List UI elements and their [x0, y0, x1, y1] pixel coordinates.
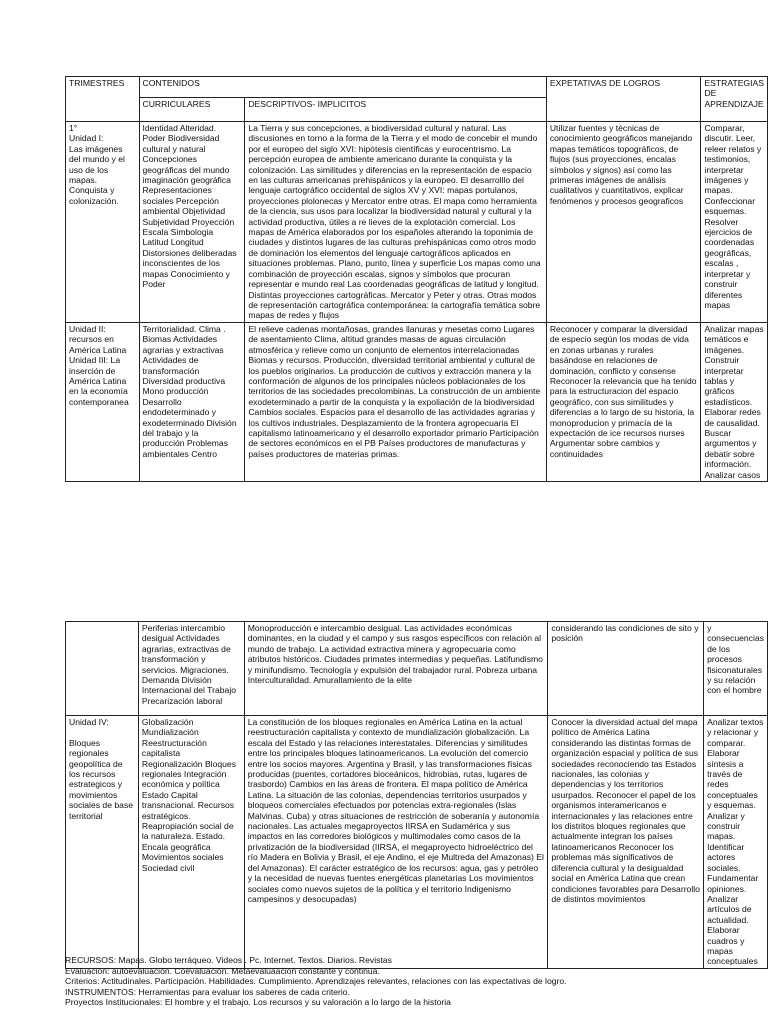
header-curriculares: CURRICULARES: [139, 98, 245, 122]
table-row: [66, 622, 768, 716]
cell-estrategias: Analizar mapas temáticos e imágenes. Construir interpretar tablas y gráficos estadísticos. Elaborar redes de causalidad. Buscar argumentos y debatir sobre información. Analizar casos: [701, 323, 768, 482]
footer-evaluacion: Evaluación: autoevaluación. Coevaluación. Metaevaluaacion constante y continua.: [65, 965, 380, 976]
header-trimestres: TRIMESTRES: [66, 77, 140, 122]
planning-table-2: [65, 621, 768, 969]
table-row: [66, 323, 768, 482]
cell-trimestre: Unidad II: recursos en América Latina Unidad III: La inserción de América Latina en la economía contemporanea: [66, 323, 140, 482]
cell-descriptivos: El relieve cadenas montañosas, grandes llanuras y mesetas como Lugares de asentamiento Clima, altitud grandes masas de aguas circulación atmosférica y relieve como un conjunto de elementos interrelacionadas Biomas y recursos. Producción, diversidad territorial ambiental y cultural de los pueblos originarios. La producción de cultivos y extracción manera y la conformación de algunos de los principales núcleos poblacionales de los territorios de las sociedades precolombinas. La construcción de un ambiente exodeterminado a partir de la conquista y la expoliación de la biodiversidad Cambios sociales. Espacios para el desarrollo de las actividades agrarias y los cultivos industriales. Desplazamiento de la frontera agropecuaria El capitalismo latinoamericano y el desarrollo exportador primario Participación de sectores económicos en el PB Países productores de manufacturas y países productores de materias primas.: [245, 323, 547, 482]
cell-estrategias: y consecuencias de los procesos fisiconaturales y su relación con el hombre: [704, 622, 768, 716]
cell-estrategias: Comparar, discutir. Leer, releer relatos y testimonios, interpretar imágenes y mapas. Confeccionar esquemas. Resolver ejercicios de coordenadas geográficas, escalas , interpretar y construir diferentes mapas: [701, 122, 768, 323]
header-descriptivos: DESCRIPTIVOS- IMPLICITOS: [245, 98, 547, 122]
cell-expectativas: Conocer la diversidad actual del mapa político de América Latina considerando las distintas formas de organización espacial y política de sus sociedades reconociendo tas Estados nacionales, las colonias y dependencias y los territorios usurpados. Reconocer el papel de los organismos interamericanos e internacionales y las relaciones entre los distritos bloques regionales que actualmente integran los países latinoamericanos Reconocer los problemas más significativos de diferencia cultural y la desigualdad social en América Latina que crean condiciones favorables para Desarrollo de distintos movimientos: [548, 716, 704, 969]
cell-descriptivos: La Tierra y sus concepciones, a biodiversidad cultural y natural. Las discusiones en torno a la forma de la Tierra y el modo de concebir el mundo por el europeo del siglo XVI: hipótesis científicas y eurocentrismo. La percepción europea de ambiente americano durante la conquista y la colonización. Las similitudes y diferencias en la representación de espacio en las culturas americanas prehispánicos y la europeo. El desarrolllo del lenguaje cartográfico occidental de siglos XV y XVI: mapas portulanos, proyecciones plolonecas y Mercator entre otras. El mapa como herramienta de la ciencia, sus usos para localizar la biodiversidad natural y cultural y la actividad productiva, útiles a re lieves de la explotación comercial. Los mapas de América elaborados por los españoles alterando la toponimia de ciudades y distintos lugares de las culturas prehispánicas como otros modo de dominación los elementos del lenguaje cartográficos aplicados en situaciones problemas. Plano, punto, línea y superficie Los mapas como una combinación de proyección escalas, signos y símbolos que procuran representar e mundo real Las coordenadas geográficas de latitud y longitud. Distintas proyecciones cartográficas. Mercator y Peter y otras. Otras modos de representación cartográfica contemporánea: la cartografía temática sobre mapas de redes y flujos: [245, 122, 547, 323]
cell-trimestre: [66, 622, 139, 716]
header-row-1: [66, 77, 768, 98]
cell-estrategias: Analizar textos y relacionar y comparar. Elaborar síntesis a través de redes conceptuales y esquemas. Analizar y construir mapas. Identificar actores sociales. Fundamentar opiniones. Analizar artículos de actualidad. Elaborar cuadros y mapas conceptuales: [704, 716, 768, 969]
table-row: [66, 122, 768, 323]
cell-curriculares: Territorialidad. Clima . Biomas Actividades agrarias y extractivas Actividades de transformación Diversidad productiva Mono producción Desarrollo endodeterminado y exodeterminado División del trabajo y la producción Problemas ambientales Centro: [139, 323, 245, 482]
cell-expectativas: Utilizar fuentes y técnicas de conocimiento geográficos manejando mapas temáticos topográficos, de flujos (sus proyecciones, encalas símbolos y signos) así como las primeras imágenes de análisis cualitativos y cuantitativos, explicar fenómenos y procesos geograficos: [546, 122, 701, 323]
header-contenidos: CONTENIDOS: [139, 77, 546, 98]
footer-recursos: RECURSOS: Mapas. Globo terráqueo. Videos . Pc. Internet. Textos. Diarios. Revistas: [65, 955, 392, 965]
cell-expectativas: Reconocer y comparar la diversidad de especio según los modas de vida en zonas urbanas y rurales basándose en relaciones de dominación, conflicto y consense Reconocer la relevancia que ha tenido para la estructuracion del espacio geográfico, con sus similitudes y diferencias a lo largo de su historia, la monoproducion y primacía de la expectación de ice recursos nurses Argumentar sobre cambios y continuidades: [546, 323, 701, 482]
cell-trimestre: 1° Unidad I: Las imágenes del mundo y el uso de los mapas. Conquista y colonización.: [66, 122, 140, 323]
table-row: [66, 716, 768, 969]
footer-criterios: Criterios: Actitudinales. Participación. Habilidades. Cumplimiento. Aprendizajes relevantes, relaciones con las expectativas de logro.: [65, 976, 567, 987]
cell-descriptivos: La constitución de los bloques regionales en América Latina en la actual reestructuración capitalista y contexto de mundialización globalización. La escala del Estado y las relaciones interestatales. Diferencias y similitudes entre los principales bloques latinoamericanos. La evolución del comercio entre los socios mayores. Argentina y Brasil, y las transformaciones físicas producidas (puentes, cortadores bioceánicos, hidrobias, rutas, lugares de trasbordo) Cambios en las áreas de frontera. El mapa político de América Latina. La situación de las colonias, dependencias territorios usurpados y bloqueos comerciales efectuados por potencias extra-regionales (Islas Malvinas. Cuba) y otras situaciones de restricción de soberanía y autonomía nacionales. Las actuales megaproyectos IIRSA en Sudamérica y sus impactos en las corredores biológicos y multimodales como casos de la privatización de la biodiversidad (IIRSA, el megaproyecto hidroeléctrico del río Madera en Bolivia y Brasil, el eje Andino, el eje Multreda del Amazonas) El del Amazonas). El carácter estratégico de los recursos: agua, gas y petróleo y la necesidad de nuevas fuentes energéticas planetarias Los movimientos sociales como nuevos sujetos de la política y el territorio Indigenismo campesinos y desocupadas): [244, 716, 548, 969]
cell-curriculares: Periferias intercambio desigual Actividades agrarias, extractivas de transformación y servicios. Migraciones. Demanda División Internacional del Trabajo Precarización laboral: [138, 622, 244, 716]
footer-notes: [65, 955, 567, 1008]
cell-curriculares: Globalización Mundialización Reestructuración capitalista Regionalización Bloques regionales Integración económica y política Estado Capital transnacional. Recursos estratégicos. Reapropiación social de la naturaleza. Estado. Encala geográfica Movimientos sociales Sociedad civil: [138, 716, 244, 969]
footer-proyectos: Proyectos Institucionales: El hombre y el trabajo. Los recursos y su valoración a lo largo de la historia: [65, 997, 451, 1008]
cell-curriculares: Identidad Alteridad. Poder Biodiversidad cultural y natural Concepciones geográficas del mundo imaginación geográfica Representaciones sociales Percepción ambiental Objetividad Subjetividad Proyección Escala Simbologia Latitud Longitud Distorsiones deliberadas inconscientes de los mapas Conocimiento y Poder: [139, 122, 245, 323]
cell-expectativas: considerando las condiciones de sito y posición: [548, 622, 704, 716]
header-estrategias: ESTRATEGIAS DE APRENDIZAJE: [701, 77, 768, 122]
header-expectativas: EXPETATIVAS DE LOGROS: [546, 77, 701, 122]
cell-trimestre: Unidad IV: Bloques regionales geopolítica de los recursos estrategicos y movimientos sociales de base territorial: [66, 716, 139, 969]
cell-descriptivos: Monoproducción e intercambio desigual. Las actividades económicas dominantes, en la ciudad y el campo y sus rasgos específicos con relación al mundo de trabajo. La actividad extractiva minera y agropecuaria como atributos históricos. Ciudades primates intermedias y pequeñas. Latifundismo y minifundismo. Tecnología y expulsión del trabajador rural. Pobreza urbana Interculturalidad. Amurallamiento de la elite: [244, 622, 548, 716]
planning-table-1: [65, 76, 768, 482]
footer-instrumentos: INSTRUMENTOS: Herramientas para evaluar los saberes de cada criterio.: [65, 986, 350, 997]
